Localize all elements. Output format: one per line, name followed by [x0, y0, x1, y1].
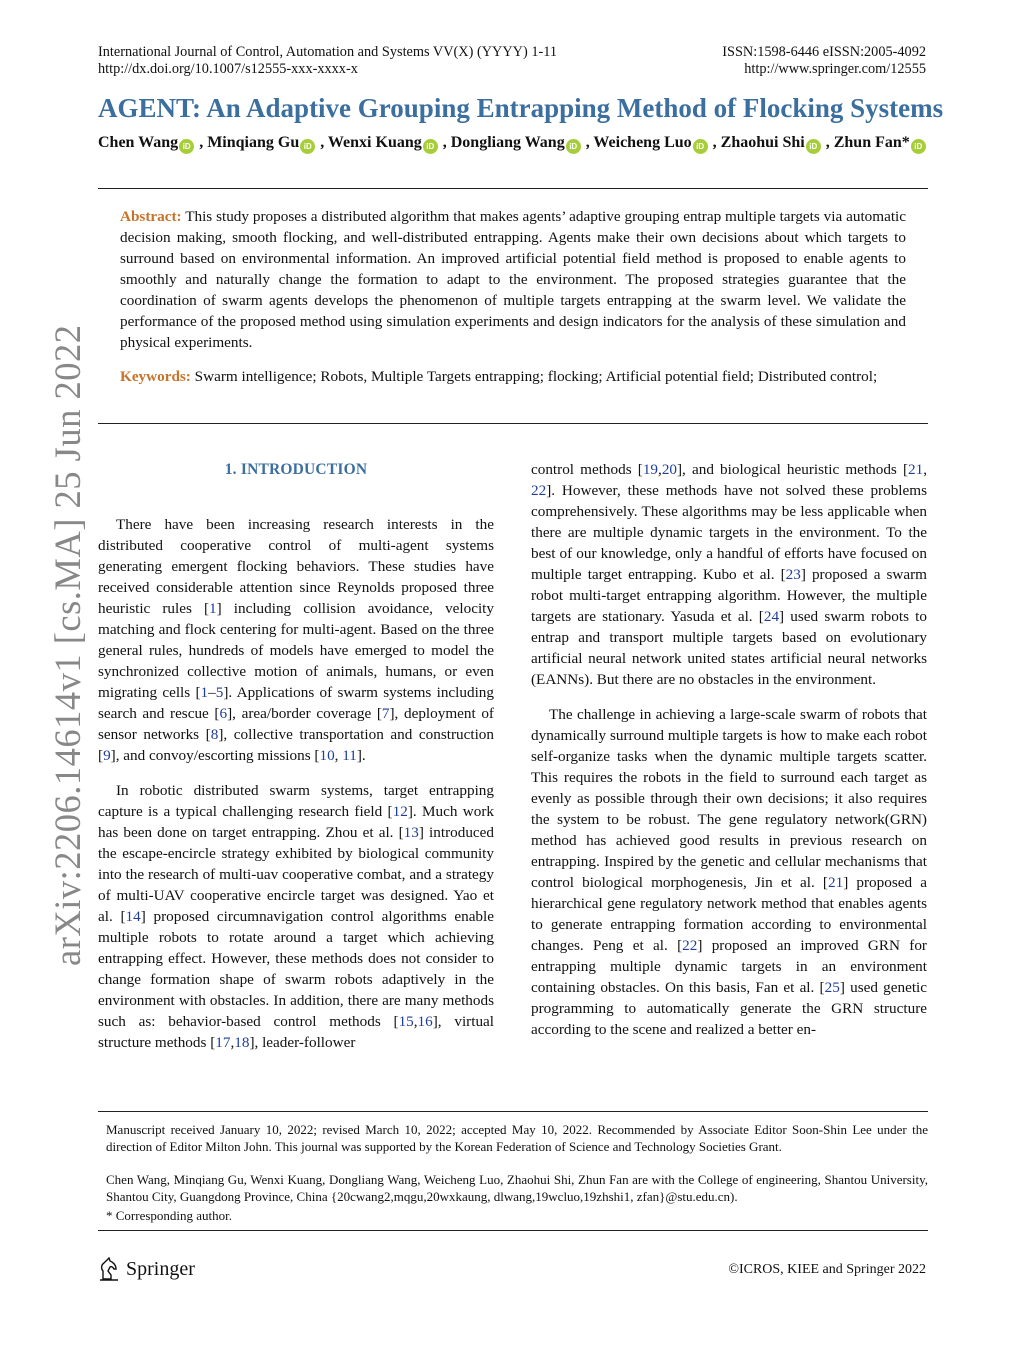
citation-link[interactable]: 23	[785, 566, 801, 583]
citation-link[interactable]: 15	[398, 1013, 414, 1030]
orcid-icon[interactable]: iD	[300, 139, 315, 154]
paragraph: In robotic distributed swarm systems, target entrapping capture is a typical challenging research field [12]. Much work has been done on target entrapping. Zhou et al. [13] introduced the escape-encircle strategy exhibited by biological community into the research of multi-uav cooperative combat, and a strategy of multi-UAV cooperative encircle target was designed. Yao et al. [14] proposed circumnavigation control algorithms enable multiple robots to rotate around a target which achieving entrapping effect. However, these methods does not consider to change formation shape of swarm robots adaptively in the environment with obstacles. In addition, there are many methods such as: behavior-based control methods [15,16], virtual structure methods [17,18], leader-follower	[98, 782, 495, 1051]
section-heading: 1. INTRODUCTION	[224, 461, 368, 478]
citation-link[interactable]: 9	[103, 747, 111, 764]
citation-link[interactable]: 17	[215, 1034, 231, 1051]
citation-link[interactable]: 24	[763, 608, 780, 625]
keywords	[120, 366, 906, 387]
journal-url-link[interactable]: http://www.springer.com/12555	[744, 60, 926, 77]
issn-line: ISSN:1598-6446 eISSN:2005-4092	[722, 44, 926, 60]
citation-link[interactable]: 7	[381, 705, 390, 722]
keywords-label: Keywords:	[120, 368, 191, 385]
citation-link[interactable]: 20	[661, 461, 677, 478]
footnote-affiliations: Chen Wang, Minqiang Gu, Wenxi Kuang, Dongliang Wang, Weicheng Luo, Zhaohui Shi, Zhun Fan are with the College of engineering, Shantou University, Shantou City, Guangdong Province, China {20cwang2,mqgu,20wxkaung, dlwang,19wcluo,19zhshi1, zfan}@stu.edu.cn).	[106, 1172, 928, 1204]
orcid-icon[interactable]: iD	[179, 139, 194, 154]
citation-link[interactable]: 12	[392, 803, 408, 820]
copyright-notice: ©ICROS, KIEE and Springer 2022	[728, 1262, 926, 1277]
footnote-divider	[98, 1230, 928, 1231]
author-name: Chen Wang	[98, 134, 179, 151]
citation-link[interactable]: 25	[824, 979, 840, 996]
keywords-text: Swarm intelligence; Robots, Multiple Targets entrapping; flocking; Artificial potential field; Distributed control;	[190, 368, 878, 385]
citation-link[interactable]: 5	[215, 684, 224, 701]
citation-link[interactable]: 21	[828, 874, 844, 891]
publisher-logo	[98, 1257, 195, 1281]
citation-link[interactable]: 19	[642, 461, 659, 478]
citation-link[interactable]: 18	[234, 1034, 250, 1051]
author-name: , Weicheng Luo	[585, 134, 692, 151]
author-name: , Wenxi Kuang	[320, 134, 422, 151]
citation-link[interactable]: 1	[209, 600, 217, 617]
journal-citation: International Journal of Control, Automation and Systems VV(X) (YYYY) 1-11	[98, 44, 558, 60]
paragraph: The challenge in achieving a large-scale swarm of robots that dynamically surround multiple targets is how to make each robot self-organize tasks when the dynamic multiple targets scatter. This requires the robots in the field to surround each target as evenly as possible through their own decisions; it also requires the system to be robust. The gene regulatory network(GRN) method has achieved good results in previous research on entrapping. Inspired by the genetic and cellular mechanisms that control biological morphogenesis, Jin et al. [21] proposed a hierarchical gene regulatory network method that enables agents to generate entrapping formation according to environmental changes. Peng et al. [22] proposed an improved GRN for entrapping multiple dynamic targets in an environment containing obstacles. On this basis, Fan et al. [25] used genetic programming to automatically generate the GRN structure according to the scene and realized a better en-	[531, 706, 928, 1038]
paper-title: AGENT: An Adaptive Grouping Entrapping Method of Flocking Systems	[98, 93, 944, 123]
footnote-divider	[98, 1111, 928, 1112]
running-header-left	[98, 44, 557, 77]
author-list	[98, 132, 928, 154]
paragraph: control methods [19,20], and biological heuristic methods [21, 22]. However, these methods have not solved these problems comprehensively. These algorithms may be less applicable when there are multiple dynamic targets in the environment. To the best of our knowledge, only a handful of efforts have focused on multiple target entrapping. Kubo et al. [23] proposed a swarm robot multi-target entrapping algorithm. However, the multiple targets are stationary. Yasuda et al. [24] used swarm robots to entrap and transport multiple targets based on evolutionary artificial neural network united states artificial neural networks (EANNs). But there are no obstacles in the environment.	[531, 461, 928, 688]
citation-link[interactable]: 21	[908, 461, 924, 478]
citation-link[interactable]: 1	[200, 684, 209, 701]
orcid-icon[interactable]: iD	[911, 139, 926, 154]
left-column	[98, 459, 494, 1053]
arxiv-stamp: arXiv:2206.14614v1 [cs.MA] 25 Jun 2022	[47, 324, 88, 966]
abstract-label: Abstract:	[120, 208, 182, 225]
springer-horse-icon	[98, 1257, 120, 1281]
divider	[98, 423, 928, 424]
right-column	[531, 459, 927, 1040]
abstract	[120, 206, 906, 353]
paragraph: There have been increasing research interests in the distributed cooperative control of multi-agent systems generating emergent flocking behaviors. These studies have received considerable attention since Reynolds proposed three heuristic rules [1] including collision avoidance, velocity matching and flock centering for multi-agent. Based on the three general rules, hundreds of models have emerged to model the synchronized collective motion of animals, humans, or even migrating cells [1–5]. Applications of swarm systems including search and rescue [6], area/border coverage [7], deployment of sensor networks [8], collective transportation and construction [9], and convoy/escorting missions [10, 11].	[98, 516, 494, 764]
orcid-icon[interactable]: iD	[423, 139, 438, 154]
orcid-icon[interactable]: iD	[806, 139, 821, 154]
citation-link[interactable]: 16	[417, 1013, 433, 1030]
publisher-name: Springer	[126, 1257, 195, 1280]
doi-link[interactable]: http://dx.doi.org/10.1007/s12555-xxx-xxxx-x	[98, 60, 358, 77]
footnote-manuscript: Manuscript received January 10, 2022; revised March 10, 2022; accepted May 10, 2022. Recommended by Associate Editor Soon-Shin Lee under the direction of Editor Milton John. This journal was supported by the Korean Federation of Science and Technology Societies Grant.	[106, 1122, 928, 1154]
citation-link[interactable]: 22	[682, 937, 698, 954]
footnote-corresponding: * Corresponding author.	[106, 1208, 233, 1223]
divider	[98, 188, 928, 189]
citation-link[interactable]: 6	[219, 705, 228, 722]
author-name: , Zhaohui Shi	[712, 134, 805, 151]
author-name: , Dongliang Wang	[442, 134, 565, 151]
author-name: , Zhun Fan*	[825, 134, 910, 151]
citation-link[interactable]: 11	[342, 747, 357, 764]
citation-link[interactable]: 13	[403, 824, 419, 841]
abstract-text: This study proposes a distributed algorithm that makes agents’ adaptive grouping entrap multiple targets via automatic decision making, smooth flocking, and well-distributed entrapping. Agents make their own decisions about which targets to surround based on environmental information. An improved artificial potential field method is proposed to enable agents to smoothly and naturally change the formation to adapt to the environment. The proposed strategies guarantee that the coordination of swarm agents develops the phenomenon of multiple targets entrapping at the swarm level. We validate the performance of the proposed method using simulation experiments and design indicators for the analysis of these simulation and physical experiments.	[120, 208, 906, 351]
citation-link[interactable]: 10	[319, 747, 335, 764]
orcid-icon[interactable]: iD	[566, 139, 581, 154]
citation-link[interactable]: 14	[125, 908, 141, 925]
orcid-icon[interactable]: iD	[693, 139, 708, 154]
running-header-right	[722, 44, 926, 77]
author-name: , Minqiang Gu	[199, 134, 300, 151]
citation-link[interactable]: 22	[531, 482, 547, 499]
citation-link[interactable]: 8	[210, 726, 219, 743]
